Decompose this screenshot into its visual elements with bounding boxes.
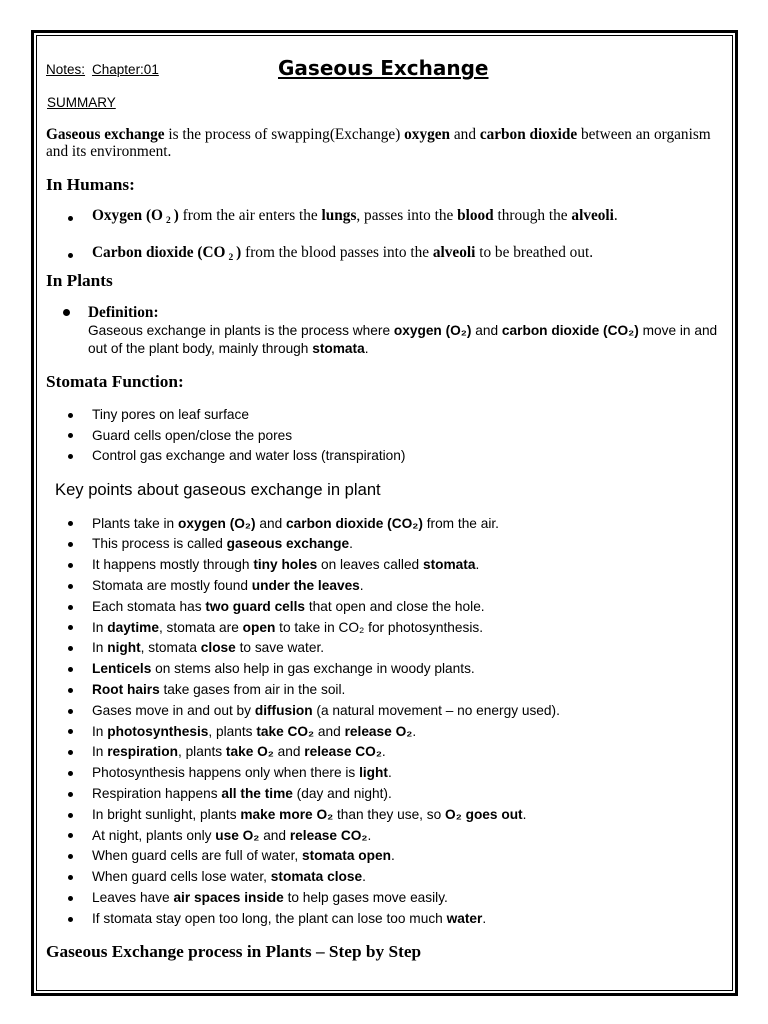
bullet-icon (68, 413, 73, 418)
text-run: . (387, 765, 392, 781)
key-point-item (46, 722, 728, 743)
bullet-icon (68, 771, 73, 776)
bold-term: stomata (422, 557, 476, 573)
text-run: and (471, 323, 502, 338)
bold-term: 2 (165, 215, 171, 226)
text-run: Respiration happens (92, 785, 222, 801)
bold-term: light (359, 765, 388, 781)
list-item-text (92, 536, 353, 551)
key-points-heading: Key points about gaseous exchange in plant (55, 480, 381, 499)
list-item-text (92, 661, 475, 676)
list-item-text (92, 620, 483, 635)
text-run: to save water. (235, 640, 325, 656)
bullet-icon (68, 605, 73, 610)
text-run: . (381, 744, 386, 760)
list-item-text (92, 828, 371, 843)
humans-list-item (46, 244, 728, 267)
bullet-icon (68, 750, 73, 755)
bold-term: lungs (321, 207, 357, 224)
bullet-icon (68, 854, 73, 859)
text-run: and (255, 515, 287, 531)
text-run: between an organism and its environment. (46, 126, 711, 160)
list-item-text (92, 848, 395, 863)
key-point-item (46, 784, 728, 805)
chapter-line (46, 62, 159, 78)
list-item-text (92, 703, 560, 718)
text-run: At night, plants only (92, 827, 216, 843)
key-point-item (46, 534, 728, 555)
key-point-item (46, 763, 728, 784)
list-item-text (92, 640, 324, 655)
bold-term: respiration (107, 744, 178, 760)
key-point-item (46, 826, 728, 847)
text-run: , plants (208, 723, 257, 739)
list-item-text (92, 807, 526, 822)
bold-term: release CO₂ (289, 827, 368, 843)
text-run: , plants (177, 744, 226, 760)
text-run: . (412, 723, 417, 739)
text-run: and (314, 723, 345, 739)
list-item-text (92, 911, 486, 926)
text-run: When guard cells lose water, (92, 869, 271, 885)
bold-term: air spaces inside (173, 889, 284, 905)
list-item-text (92, 724, 416, 739)
key-point-item (46, 680, 728, 701)
bullet-icon (68, 917, 73, 922)
text-run: . (364, 341, 369, 356)
bullet-icon (68, 563, 73, 568)
text-run: and (259, 827, 290, 843)
bold-term: Lenticels (92, 661, 152, 677)
humans-list (46, 207, 728, 281)
bold-term: use O₂ (215, 827, 260, 843)
bold-term: diffusion (254, 702, 313, 718)
text-run: In (92, 640, 108, 656)
bold-term: ) (173, 207, 179, 224)
bullet-icon (68, 688, 73, 693)
bullet-icon (68, 542, 73, 547)
bold-term: oxygen (404, 126, 451, 143)
key-point-item (46, 867, 728, 888)
text-run: Tiny pores on leaf surface (92, 407, 249, 422)
text-run: . (349, 536, 353, 552)
bullet-icon (63, 309, 70, 316)
humans-list-item (46, 207, 728, 230)
text-run: on stems also help in gas exchange in woody plants. (151, 661, 475, 677)
key-point-item (46, 618, 728, 639)
stomata-list-item (46, 446, 728, 467)
stomata-function-list (46, 405, 728, 467)
bold-term: oxygen (O₂) (393, 323, 472, 338)
bold-term: stomata open (301, 848, 391, 864)
text-run: . (359, 577, 364, 593)
definition-text (88, 322, 728, 358)
bold-term: tiny holes (253, 557, 318, 573)
text-run: (day and night). (292, 785, 392, 801)
list-item-text (92, 578, 364, 593)
bullet-icon (68, 584, 73, 589)
humans-heading: In Humans: (46, 175, 135, 194)
text-run: This process is called (92, 536, 227, 552)
next-section-heading: Gaseous Exchange process in Plants – Step by Step (46, 942, 422, 961)
bold-term: alveoli (571, 207, 614, 224)
text-run: In (92, 619, 108, 635)
bold-term: daytime (107, 619, 159, 635)
key-point-item (46, 701, 728, 722)
intro-paragraph (46, 126, 718, 160)
text-run: , stomata (140, 640, 201, 656)
bold-term: photosynthesis (107, 723, 209, 739)
stomata-function-heading: Stomata Function: (46, 372, 184, 391)
key-points-list (46, 514, 728, 930)
text-run: Photosynthesis happens only when there is (92, 765, 360, 781)
text-run: . (475, 557, 480, 573)
text-run: . (522, 806, 527, 822)
text-run: Each stomata has (92, 598, 206, 614)
key-point-item (46, 888, 728, 909)
bullet-icon (68, 216, 73, 221)
list-item-text (92, 682, 345, 697)
key-point-item (46, 638, 728, 659)
text-run: It happens mostly through (92, 557, 254, 573)
key-point-item (46, 909, 728, 930)
bullet-icon (68, 833, 73, 838)
key-point-item (46, 514, 728, 535)
text-run: to help gases move easily. (283, 889, 448, 905)
text-run: When guard cells are full of water, (92, 848, 302, 864)
stomata-list-item (46, 405, 728, 426)
bold-term: gaseous exchange (226, 536, 350, 552)
text-run: Gaseous exchange in plants is the process where (88, 323, 394, 338)
bold-term: Root hairs (92, 681, 160, 697)
bold-term: ) (236, 243, 242, 261)
text-run: Leaves have (92, 889, 174, 905)
text-run: than they use, so (333, 806, 446, 822)
text-run: If stomata stay open too long, the plant can lose too much (92, 910, 447, 926)
definition-label: Definition: (88, 304, 159, 321)
bold-term: Oxygen (O (92, 207, 163, 224)
bold-term: Gaseous exchange (46, 126, 165, 143)
bold-term: all the time (221, 785, 293, 801)
definition-block (46, 304, 728, 358)
bold-term: night (107, 640, 141, 656)
text-run: and (273, 744, 305, 760)
bold-term: carbon dioxide (CO₂) (286, 515, 423, 531)
key-point-item (46, 576, 728, 597)
text-run: Control gas exchange and water loss (transpiration) (92, 448, 406, 463)
text-run: . (613, 207, 618, 224)
text-run: . (367, 827, 372, 843)
bullet-icon (68, 433, 73, 438)
text-run: to be breathed out. (475, 243, 594, 261)
list-item-text (92, 869, 366, 884)
bullet-icon (68, 625, 73, 630)
list-item-text (92, 557, 479, 572)
bold-term: open (242, 619, 276, 635)
text-run: to take in CO₂ for photosynthesis. (275, 619, 484, 635)
bullet-icon (68, 646, 73, 651)
bullet-icon (68, 875, 73, 880)
key-point-item (46, 805, 728, 826)
text-run: through the (493, 207, 572, 224)
list-item-text (92, 786, 392, 801)
text-run: that open and close the hole. (305, 598, 485, 614)
text-run: (a natural movement – no energy used). (312, 702, 560, 718)
text-run: , stomata are (158, 619, 243, 635)
bold-term: oxygen (O₂) (177, 515, 256, 531)
list-item-text (92, 428, 292, 443)
text-run: take gases from air in the soil. (159, 681, 346, 697)
bold-term: water (446, 910, 483, 926)
text-run: on leaves called (317, 557, 423, 573)
list-item-text (92, 890, 448, 905)
bold-term: carbon dioxide (CO₂) (501, 323, 639, 338)
list-item-text (92, 599, 485, 614)
text-run: , passes into the (356, 207, 458, 224)
bullet-icon (68, 454, 73, 459)
list-item-text (92, 744, 386, 759)
bold-term: release O₂ (344, 723, 413, 739)
text-run: In (92, 723, 108, 739)
bullet-icon (68, 709, 73, 714)
key-point-item (46, 597, 728, 618)
bold-term: release CO₂ (304, 744, 382, 760)
text-run: . (482, 910, 487, 926)
bold-term: Carbon dioxide (CO (92, 243, 226, 261)
bold-term: O₂ goes out (445, 806, 523, 822)
key-point-item (46, 742, 728, 763)
list-item-text (92, 244, 593, 261)
bold-term: take CO₂ (256, 723, 315, 739)
bullet-icon (68, 896, 73, 901)
text-run: from the air. (422, 515, 499, 531)
text-run: from the blood passes into the (241, 243, 433, 261)
bold-term: blood (457, 207, 494, 224)
text-run: In (92, 744, 108, 760)
key-point-item (46, 846, 728, 867)
text-run: Stomata are mostly found (92, 577, 252, 593)
bullet-icon (68, 813, 73, 818)
text-run: . (390, 848, 395, 864)
list-item-text (92, 516, 499, 531)
bold-term: take O₂ (225, 744, 274, 760)
text-run: Guard cells open/close the pores (92, 427, 293, 443)
text-run: and (450, 126, 480, 143)
stomata-list-item (46, 426, 728, 447)
bullet-icon (68, 521, 73, 526)
text-run: from the air enters the (178, 207, 322, 224)
bold-term: two guard cells (205, 598, 306, 614)
text-run: . (362, 869, 366, 885)
bullet-icon (68, 792, 73, 797)
chapter-label: Chapter:01 (92, 62, 159, 77)
list-item-text (92, 207, 618, 224)
bullet-icon (68, 667, 73, 672)
bold-term: stomata (312, 341, 365, 356)
text-run: In bright sunlight, plants (92, 806, 241, 822)
plants-heading: In Plants (46, 271, 113, 290)
text-run: is the process of swapping(Exchange) (164, 126, 405, 143)
text-run: Gases move in and out by (92, 702, 255, 718)
bold-term: 2 (228, 252, 234, 263)
text-run: Plants take in (92, 515, 178, 531)
list-item-text (92, 765, 392, 780)
list-item-text (92, 407, 249, 422)
bold-term: close (200, 640, 236, 656)
notes-label: Notes: (46, 62, 86, 77)
bold-term: under the leaves (251, 577, 360, 593)
text-run: move in and out of the plant body, mainly through (88, 323, 718, 356)
bold-term: alveoli (432, 243, 476, 261)
bullet-icon (68, 729, 73, 734)
bold-term: make more O₂ (240, 806, 334, 822)
summary-label: SUMMARY (47, 95, 116, 110)
bold-term: carbon dioxide (479, 126, 578, 143)
bold-term: stomata close (270, 869, 363, 885)
bullet-icon (68, 253, 73, 258)
key-point-item (46, 659, 728, 680)
list-item-text (92, 448, 405, 463)
key-point-item (46, 555, 728, 576)
page-title: Gaseous Exchange (278, 56, 489, 80)
